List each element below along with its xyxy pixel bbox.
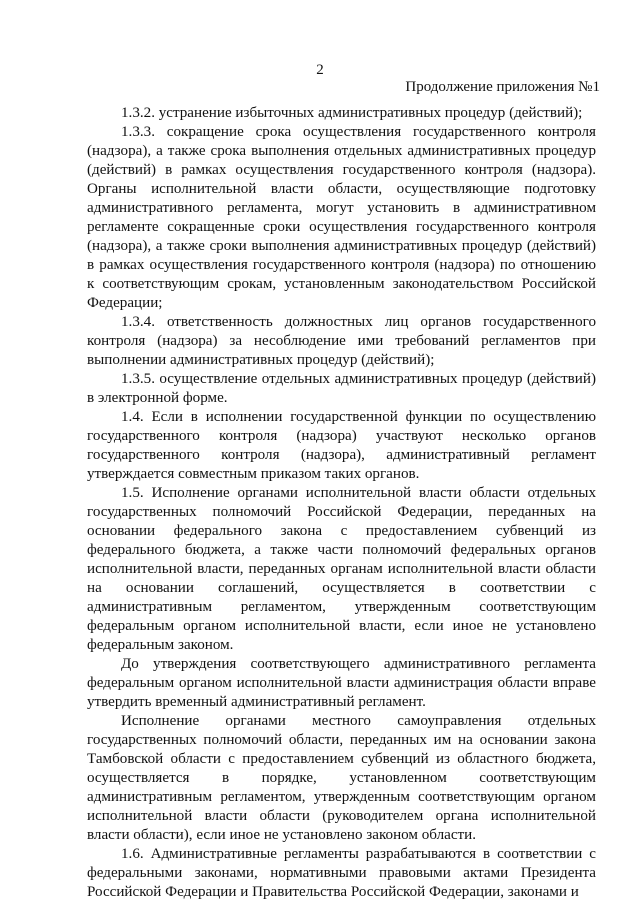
document-body (87, 104, 596, 902)
paragraph-1-6: 1.6. Административные регламенты разрабатываются в соответствии с федеральными законами, нормативными правовыми актами Президента Российской Федерации и Правительства Российской Федерации, законами и (87, 846, 596, 900)
paragraph-local-self-government: Исполнение органами местного самоуправления отдельных государственных полномочий области, переданных им на основании закона Тамбовской области с предоставлением субвенций из областного бюджета, осуществляется в порядке, установленном соответствующим административным регламентом, утвержденным соответствующим органом исполнительной власти области (руководителем органа исполнительной власти области), если иное не установлено законом области. (87, 713, 596, 843)
page-number: 2 (316, 62, 324, 78)
paragraph-1-3-4: 1.3.4. ответственность должностных лиц органов государственного контроля (надзора) за несоблюдение ими требований регламентов при выполнении административных процедур (действий); (87, 314, 596, 368)
paragraph-1-5: 1.5. Исполнение органами исполнительной власти области отдельных государственных полномочий Российской Федерации, переданных на основании федерального закона с предоставлением субвенций из федерального бюджета, а также части полномочий федеральных органов исполнительной власти, переданных органам исполнительной власти области на основании соглашений, осуществляется в соответствии с административным регламентом, утвержденным соответствующим федеральным органом исполнительной власти, если иное не установлено федеральным законом. (87, 485, 596, 653)
paragraph-temporary-regulation: До утверждения соответствующего административного регламента федеральным органом исполнительной власти администрация области вправе утвердить временный административный регламент. (87, 656, 596, 710)
paragraph-1-4: 1.4. Если в исполнении государственной функции по осуществлению государственного контроля (надзора) участвуют несколько органов государственного контроля (надзора), административный регламент утверждается совместным приказом таких органов. (87, 409, 596, 482)
paragraph-1-3-5: 1.3.5. осуществление отдельных административных процедур (действий) в электронной форме. (87, 371, 596, 406)
paragraph-1-3-2: 1.3.2. устранение избыточных административных процедур (действий); (121, 105, 583, 121)
paragraph-1-3-3: 1.3.3. сокращение срока осуществления государственного контроля (надзора), а также срока выполнения отдельных административных процедур (действий) в рамках осуществления государственного контроля (надзора). Органы исполнительной власти области, осуществляющие подготовку административного регламента, могут установить в административном регламенте сокращенные сроки осуществления государственного контроля (надзора), а также сроки выполнения административных процедур (действий) в рамках осуществления государственного контроля (надзора) по отношению к соответствующим срокам, установленным законодательством Российской Федерации; (87, 124, 596, 311)
appendix-continuation-note: Продолжение приложения №1 (405, 79, 600, 95)
